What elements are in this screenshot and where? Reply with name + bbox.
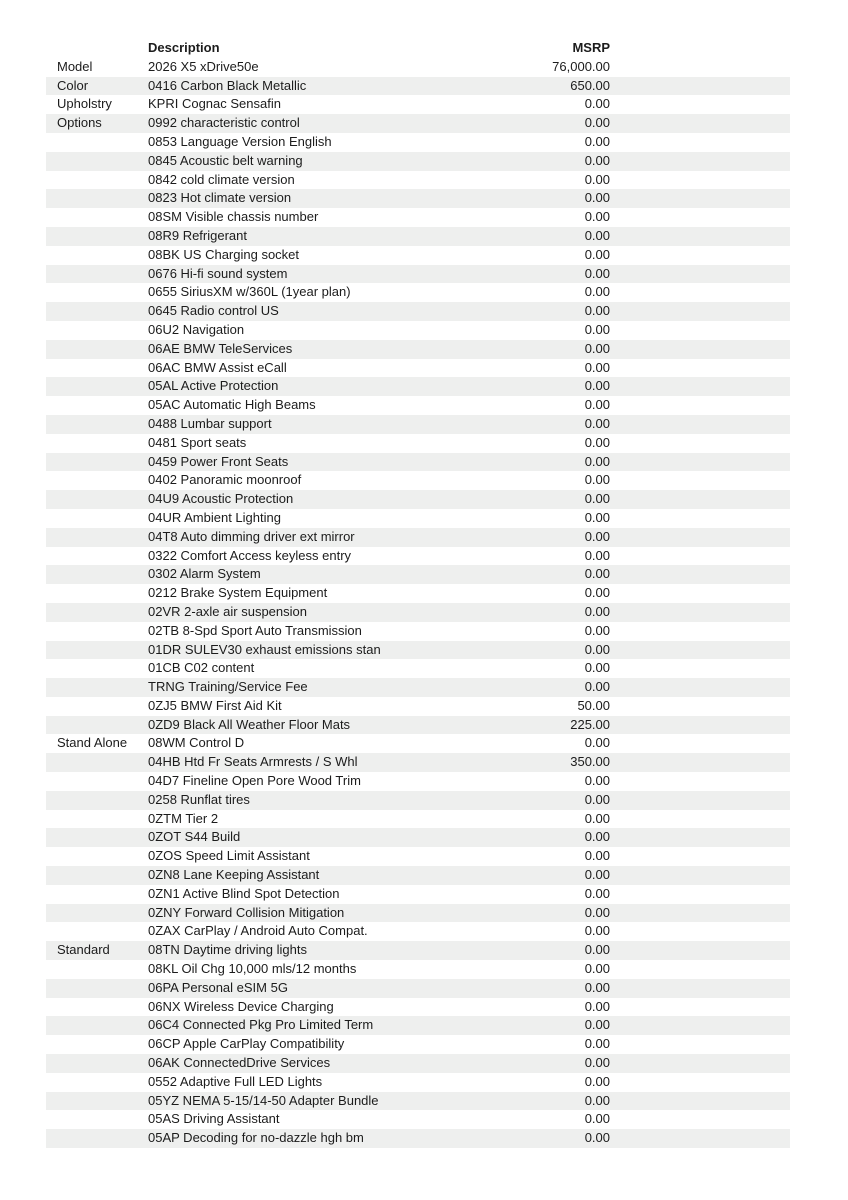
description-cell: 01CB C02 content <box>148 660 255 676</box>
category-cell: Upholstry <box>57 96 112 112</box>
table-row <box>46 1035 790 1054</box>
table-row <box>46 265 790 284</box>
description-cell: 0488 Lumbar support <box>148 415 272 431</box>
description-cell: 0676 Hi-fi sound system <box>148 265 288 281</box>
table-row <box>46 453 790 472</box>
msrp-cell: 0.00 <box>584 397 610 413</box>
table-row <box>46 152 790 171</box>
msrp-cell: 0.00 <box>584 133 610 149</box>
table-row <box>46 622 790 641</box>
table-row <box>46 866 790 885</box>
description-cell: 0655 SiriusXM w/360L (1year plan) <box>148 284 351 300</box>
table-row <box>46 58 790 77</box>
table-row <box>46 979 790 998</box>
msrp-cell: 0.00 <box>584 491 610 507</box>
msrp-cell: 0.00 <box>584 1055 610 1071</box>
table-row <box>46 208 790 227</box>
msrp-cell: 0.00 <box>584 1130 610 1146</box>
msrp-cell: 0.00 <box>584 359 610 375</box>
description-cell: 0322 Comfort Access keyless entry <box>148 547 352 563</box>
table-row <box>46 922 790 941</box>
description-cell: 05YZ NEMA 5-15/14-50 Adapter Bundle <box>148 1092 379 1108</box>
msrp-cell: 0.00 <box>584 209 610 225</box>
description-cell: 0552 Adaptive Full LED Lights <box>148 1073 323 1089</box>
msrp-cell: 0.00 <box>584 284 610 300</box>
msrp-cell: 0.00 <box>584 979 610 995</box>
description-cell: 05AS Driving Assistant <box>148 1111 280 1127</box>
table-row <box>46 415 790 434</box>
table-row <box>46 603 790 622</box>
description-cell: 0823 Hot climate version <box>148 190 292 206</box>
description-cell: 02VR 2-axle air suspension <box>148 603 307 619</box>
msrp-cell: 0.00 <box>584 1036 610 1052</box>
description-cell: 05AC Automatic High Beams <box>148 397 316 413</box>
msrp-cell: 0.00 <box>584 321 610 337</box>
table-row <box>46 114 790 133</box>
description-cell: 06CP Apple CarPlay Compatibility <box>148 1036 345 1052</box>
table-row <box>46 189 790 208</box>
table-row <box>46 810 790 829</box>
msrp-cell: 0.00 <box>584 603 610 619</box>
category-cell: Stand Alone <box>57 735 128 751</box>
table-row <box>46 321 790 340</box>
msrp-cell: 0.00 <box>584 810 610 826</box>
table-row <box>46 828 790 847</box>
msrp-cell: 0.00 <box>584 679 610 695</box>
msrp-cell: 0.00 <box>584 340 610 356</box>
table-row <box>46 847 790 866</box>
description-cell: 02TB 8-Spd Sport Auto Transmission <box>148 622 362 638</box>
description-cell: 0845 Acoustic belt warning <box>148 152 303 168</box>
msrp-cell: 0.00 <box>584 660 610 676</box>
msrp-cell: 0.00 <box>584 96 610 112</box>
description-cell: 0416 Carbon Black Metallic <box>148 77 307 93</box>
table-row <box>46 359 790 378</box>
msrp-cell: 0.00 <box>584 791 610 807</box>
description-cell: 08BK US Charging socket <box>148 246 300 262</box>
msrp-cell: 0.00 <box>584 1111 610 1127</box>
table-row <box>46 998 790 1017</box>
description-cell: 2026 X5 xDrive50e <box>148 58 259 74</box>
msrp-cell: 0.00 <box>584 227 610 243</box>
description-cell: 05AP Decoding for no-dazzle hgh bm <box>148 1130 364 1146</box>
table-row <box>46 340 790 359</box>
table-row <box>46 791 790 810</box>
description-cell: 06AK ConnectedDrive Services <box>148 1055 331 1071</box>
table-row <box>46 1016 790 1035</box>
msrp-cell: 50.00 <box>577 697 610 713</box>
table-row <box>46 509 790 528</box>
table-row <box>46 904 790 923</box>
table-row <box>46 1110 790 1129</box>
description-cell: 0302 Alarm System <box>148 566 261 582</box>
table-row <box>46 1054 790 1073</box>
description-cell: 0402 Panoramic moonroof <box>148 472 302 488</box>
table-row <box>46 396 790 415</box>
table-row <box>46 95 790 114</box>
table-row <box>46 246 790 265</box>
category-cell: Options <box>57 115 102 131</box>
description-cell: 04D7 Fineline Open Pore Wood Trim <box>148 773 361 789</box>
category-cell: Model <box>57 58 93 74</box>
description-cell: 08R9 Refrigerant <box>148 227 247 243</box>
msrp-cell: 350.00 <box>570 754 610 770</box>
msrp-header: MSRP <box>572 40 610 55</box>
description-cell: 0ZN8 Lane Keeping Assistant <box>148 867 320 883</box>
msrp-cell: 650.00 <box>570 77 610 93</box>
description-cell: 0481 Sport seats <box>148 434 247 450</box>
table-row <box>46 227 790 246</box>
msrp-cell: 0.00 <box>584 246 610 262</box>
table-row <box>46 678 790 697</box>
msrp-cell: 0.00 <box>584 923 610 939</box>
msrp-cell: 0.00 <box>584 622 610 638</box>
msrp-cell: 0.00 <box>584 829 610 845</box>
msrp-cell: 0.00 <box>584 885 610 901</box>
msrp-cell: 0.00 <box>584 867 610 883</box>
table-row <box>46 697 790 716</box>
table-row <box>46 1073 790 1092</box>
table-row <box>46 528 790 547</box>
description-cell: 0ZOS Speed Limit Assistant <box>148 848 310 864</box>
description-cell: 0ZNY Forward Collision Mitigation <box>148 904 345 920</box>
table-row <box>46 77 790 96</box>
msrp-cell: 225.00 <box>570 716 610 732</box>
msrp-cell: 0.00 <box>584 1073 610 1089</box>
msrp-cell: 0.00 <box>584 415 610 431</box>
description-cell: 04U9 Acoustic Protection <box>148 491 294 507</box>
table-row <box>46 584 790 603</box>
description-cell: 0ZD9 Black All Weather Floor Mats <box>148 716 351 732</box>
msrp-cell: 0.00 <box>584 171 610 187</box>
table-row <box>46 471 790 490</box>
table-row <box>46 547 790 566</box>
msrp-cell: 0.00 <box>584 453 610 469</box>
msrp-cell: 0.00 <box>584 547 610 563</box>
msrp-cell: 0.00 <box>584 434 610 450</box>
description-cell: 0258 Runflat tires <box>148 791 250 807</box>
msrp-cell: 76,000.00 <box>552 58 610 74</box>
table-row <box>46 1092 790 1111</box>
table-row <box>46 283 790 302</box>
description-cell: 0212 Brake System Equipment <box>148 585 328 601</box>
table-body <box>46 58 790 1148</box>
msrp-cell: 0.00 <box>584 528 610 544</box>
table-row <box>46 885 790 904</box>
table-row <box>46 641 790 660</box>
table-header-row <box>46 39 790 58</box>
table-row <box>46 659 790 678</box>
msrp-cell: 0.00 <box>584 115 610 131</box>
description-cell: KPRI Cognac Sensafin <box>148 96 281 112</box>
description-cell: 0842 cold climate version <box>148 171 295 187</box>
msrp-cell: 0.00 <box>584 265 610 281</box>
description-cell: 0ZN1 Active Blind Spot Detection <box>148 885 340 901</box>
msrp-cell: 0.00 <box>584 509 610 525</box>
table-row <box>46 490 790 509</box>
table-row <box>46 772 790 791</box>
description-cell: 06U2 Navigation <box>148 321 245 337</box>
table-row <box>46 941 790 960</box>
msrp-cell: 0.00 <box>584 998 610 1014</box>
description-cell: 0ZJ5 BMW First Aid Kit <box>148 697 282 713</box>
msrp-cell: 0.00 <box>584 1092 610 1108</box>
msrp-cell: 0.00 <box>584 904 610 920</box>
category-cell: Color <box>57 77 89 93</box>
description-cell: 0ZTM Tier 2 <box>148 810 219 826</box>
description-cell: 06AE BMW TeleServices <box>148 340 293 356</box>
description-cell: 06AC BMW Assist eCall <box>148 359 287 375</box>
msrp-cell: 0.00 <box>584 1017 610 1033</box>
table-row <box>46 377 790 396</box>
description-cell: 04HB Htd Fr Seats Armrests / S Whl <box>148 754 358 770</box>
description-cell: 08WM Control D <box>148 735 245 751</box>
msrp-cell: 0.00 <box>584 152 610 168</box>
description-cell: 06C4 Connected Pkg Pro Limited Term <box>148 1017 374 1033</box>
description-cell: 0853 Language Version English <box>148 133 332 149</box>
description-cell: 06NX Wireless Device Charging <box>148 998 334 1014</box>
msrp-cell: 0.00 <box>584 942 610 958</box>
description-cell: 04UR Ambient Lighting <box>148 509 281 525</box>
msrp-cell: 0.00 <box>584 190 610 206</box>
table-row <box>46 1129 790 1148</box>
description-cell: TRNG Training/Service Fee <box>148 679 308 695</box>
description-cell: 0645 Radio control US <box>148 303 279 319</box>
msrp-cell: 0.00 <box>584 773 610 789</box>
description-cell: 08SM Visible chassis number <box>148 209 319 225</box>
table-row <box>46 133 790 152</box>
msrp-cell: 0.00 <box>584 378 610 394</box>
table-row <box>46 565 790 584</box>
category-cell: Standard <box>57 942 110 958</box>
table-row <box>46 302 790 321</box>
description-header: Description <box>148 40 220 55</box>
msrp-cell: 0.00 <box>584 566 610 582</box>
description-cell: 08KL Oil Chg 10,000 mls/12 months <box>148 961 357 977</box>
msrp-cell: 0.00 <box>584 303 610 319</box>
msrp-cell: 0.00 <box>584 641 610 657</box>
description-cell: 08TN Daytime driving lights <box>148 942 307 958</box>
description-cell: 04T8 Auto dimming driver ext mirror <box>148 528 355 544</box>
description-cell: 0ZAX CarPlay / Android Auto Compat. <box>148 923 368 939</box>
description-cell: 0992 characteristic control <box>148 115 300 131</box>
description-cell: 0ZOT S44 Build <box>148 829 241 845</box>
description-cell: 05AL Active Protection <box>148 378 279 394</box>
msrp-cell: 0.00 <box>584 472 610 488</box>
table-row <box>46 734 790 753</box>
table-row <box>46 434 790 453</box>
table-row <box>46 716 790 735</box>
msrp-cell: 0.00 <box>584 585 610 601</box>
description-cell: 01DR SULEV30 exhaust emissions stan <box>148 641 381 657</box>
msrp-cell: 0.00 <box>584 848 610 864</box>
table-row <box>46 753 790 772</box>
table-row <box>46 960 790 979</box>
description-cell: 0459 Power Front Seats <box>148 453 289 469</box>
table-row <box>46 171 790 190</box>
msrp-cell: 0.00 <box>584 735 610 751</box>
description-cell: 06PA Personal eSIM 5G <box>148 979 288 995</box>
vehicle-options-table <box>46 39 790 1148</box>
msrp-cell: 0.00 <box>584 961 610 977</box>
